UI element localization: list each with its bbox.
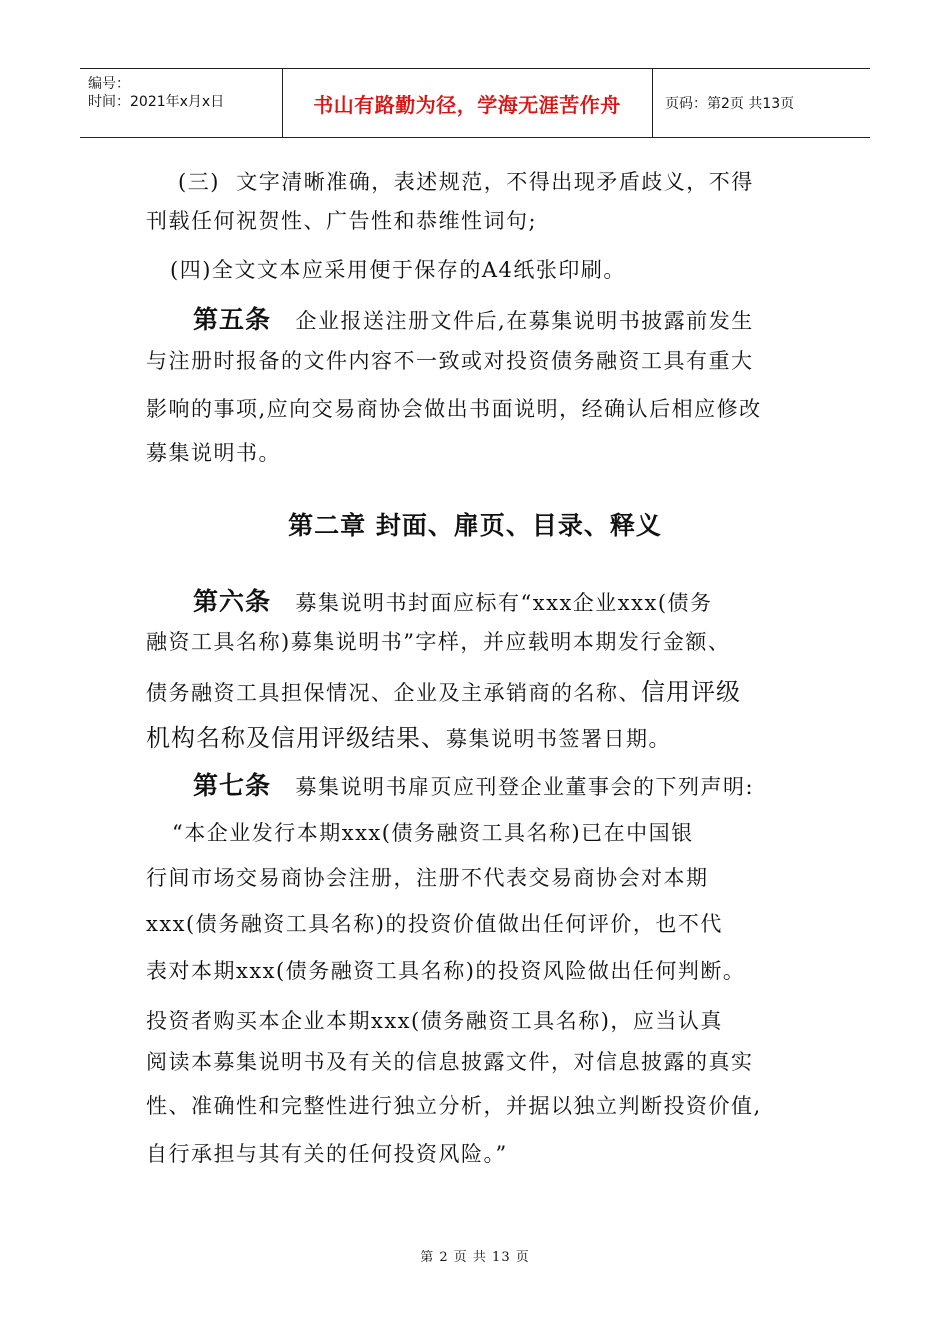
- document-number-label: 编号：: [88, 76, 130, 92]
- paragraph-line: 募集说明书封面应标有“xxx企业xxx(债务: [271, 591, 713, 615]
- paragraph-line: 刊载任何祝贺性、广告性和恭维性词句;: [146, 209, 538, 233]
- paragraph-line: 与注册时报备的文件内容不一致或对投资债务融资工具有重大: [146, 349, 754, 373]
- article-6: [0, 582, 950, 618]
- article-7-title: 第七条: [193, 771, 272, 800]
- paragraph-line: 融资工具名称)募集说明书”字样，并应载明本期发行金额、: [146, 630, 731, 654]
- paragraph-line: 募集说明书。: [146, 441, 281, 465]
- paragraph-line: 企业报送注册文件后,在募集说明书披露前发生: [271, 309, 754, 333]
- article-6-title: 第六条: [193, 587, 272, 616]
- paragraph-line: 机构名称及信用评级结果、募集说明书签署日期。: [146, 724, 671, 752]
- article-5: [0, 300, 950, 336]
- paragraph-line: 表对本期xxx(债务融资工具名称)的投资风险做出任何判断。: [146, 959, 746, 983]
- paragraph-line: 行间市场交易商协会注册，注册不代表交易商协会对本期: [146, 866, 709, 890]
- paragraph-line: 债务融资工具担保情况、企业及主承销商的名称、信用评级: [146, 678, 741, 706]
- article-5-title: 第五条: [193, 305, 272, 334]
- paragraph-line: 投资者购买本企业本期xxx(债务融资工具名称)，应当认真: [146, 1009, 723, 1033]
- paragraph-line: 阅读本募集说明书及有关的信息披露文件，对信息披露的真实: [146, 1050, 754, 1074]
- paragraph-line: “本企业发行本期xxx(债务融资工具名称)已在中国银: [172, 821, 694, 845]
- document-time-label: 时间：2021年x月x日: [88, 94, 225, 110]
- paragraph-line: 性、准确性和完整性进行独立分析，并据以独立判断投资价值,: [146, 1094, 762, 1118]
- paragraph-line: 自行承担与其有关的任何投资风险。”: [146, 1142, 508, 1166]
- chapter-heading: 第二章 封面、扉页、目录、释义: [288, 511, 662, 540]
- article-7: [0, 766, 950, 802]
- paragraph-line: 募集说明书扉页应刊登企业董事会的下列声明:: [271, 775, 755, 799]
- paragraph-line: xxx(债务融资工具名称)的投资价值做出任何评价，也不代: [146, 912, 723, 936]
- page-footer: 第 2 页 共 13 页: [420, 1250, 530, 1265]
- paragraph-line: 影响的事项,应向交易商协会做出书面说明，经确认后相应修改: [146, 397, 762, 421]
- paragraph-line: (四)全文文本应采用便于保存的A4纸张印刷。: [170, 258, 626, 282]
- header-motto: 书山有路勤为径，学海无涯苦作舟: [313, 92, 621, 117]
- header-meta-cell: [80, 69, 282, 137]
- header-page-info: 页码：第2页 共13页: [665, 96, 795, 112]
- paragraph-line: (三) 文字清晰准确，表述规范，不得出现矛盾歧义，不得: [178, 170, 754, 194]
- page-header: [80, 68, 870, 138]
